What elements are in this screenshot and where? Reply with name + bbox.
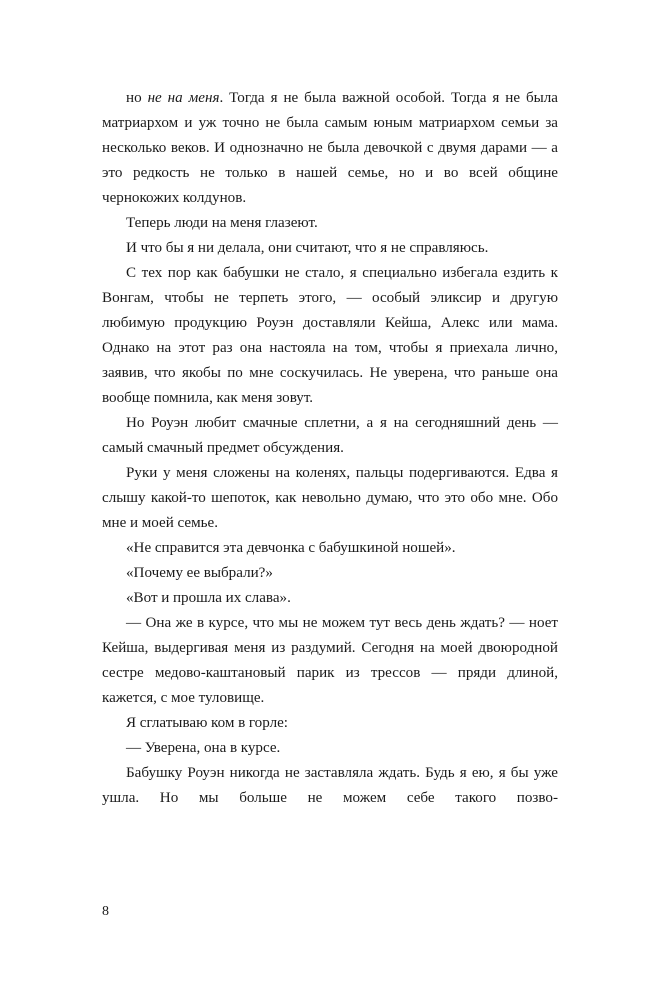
dialogue-line: — Она же в курсе, что мы не можем тут весь день ждать? — ноет Кейша, выдергивая меня из раздумий. Сегодня на моей двоюродной сестре медово-каштановый парик из трессов — пряди длиной, кажется, с мое туловище. — [102, 615, 558, 706]
paragraph: С тех пор как бабушки не стало, я специально избегала ездить к Вонгам, чтобы не терпеть этого, — особый эликсир и другую любимую продукцию Роуэн доставляли Кейша, Алекс или мама. Однако на этот раз она настояла на том, чтобы я приехала лично, заявив, что якобы по мне соскучилась. Не уверена, что раньше она вообще помнила, как меня зовут. — [102, 265, 558, 406]
page-number: 8 — [102, 904, 109, 919]
dialogue-line: — Уверена, она в курсе. — [126, 740, 281, 756]
paragraph: Но Роуэн любит смачные сплетни, а я на сегодняшний день — самый смачный предмет обсуждения. — [102, 415, 558, 456]
paragraph: Теперь люди на меня глазеют. — [126, 215, 318, 231]
quoted-line: «Не справится эта девчонка с бабушкиной ношей». — [126, 540, 456, 556]
page-text-block — [102, 86, 558, 811]
paragraph: И что бы я ни делала, они считают, что я не справляюсь. — [126, 240, 489, 256]
emphasis-text: не на меня — [147, 90, 220, 106]
paragraph: Руки у меня сложены на коленях, пальцы подергиваются. Едва я слышу какой-то шепоток, как невольно думаю, что это обо мне. Обо мне и моей семье. — [102, 465, 558, 531]
paragraph-lead-text: но — [126, 90, 148, 106]
paragraph-runs-on: Бабушку Роуэн никогда не заставляла ждать. Будь я ею, я бы уже ушла. Но мы больше не можем себе такого позво- — [102, 765, 558, 806]
paragraph-rest-text: . Тогда я не была важной особой. Тогда я не была матриархом и уж точно не была самым юным матриархом семьи за несколько веков. И однозначно не была девочкой с двумя дарами — а это редкость не только в нашей семье, но и во всей общине чернокожих колдунов. — [102, 90, 558, 206]
paragraph-continued — [102, 86, 558, 211]
paragraph: Я сглатываю ком в горле: — [126, 715, 289, 731]
quoted-line: «Вот и прошла их слава». — [126, 590, 291, 606]
quoted-line: «Почему ее выбрали?» — [126, 565, 273, 581]
